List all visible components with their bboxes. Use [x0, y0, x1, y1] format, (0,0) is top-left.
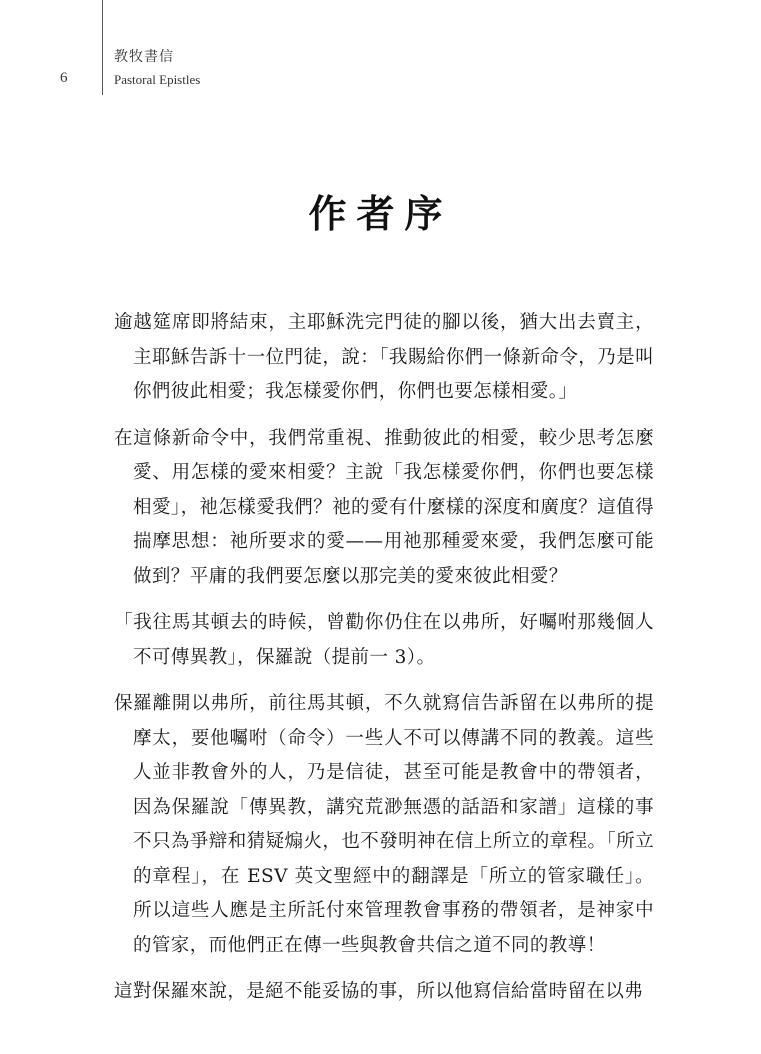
paragraph-4: 保羅離開以弗所，前往馬其頓，不久就寫信告訴留在以弗所的提摩太，要他囑咐（命令）一些人不可以傳講不同的教義。這些人並非教會外的人，乃是信徒，甚至可能是教會中的帶領者，因為保羅說「傳異教，講究荒渺無憑的話語和家譜」這樣的事不只為爭辯和猜疑煽火，也不發明神在信上所立的章程。「所立的章程」，在 ESV 英文聖經中的翻譯是「所立的管家職任」。所以這些人應是主所託付來管理教會事務的帶領者，是神家中的管家，而他們正在傳一些與教會共信之道不同的教導！ — [114, 693, 654, 956]
header-divider — [102, 0, 103, 95]
chapter-title: 作者序 — [308, 191, 453, 237]
body-text — [114, 306, 654, 1022]
running-head-english-title: Pastoral Epistles — [114, 72, 201, 87]
page-number: 6 — [60, 70, 68, 86]
paragraph-3: 「我往馬其頓去的時候，曾勸你仍住在以弗所，好囑咐那幾個人不可傳異教」，保羅說（提前一 3）。 — [114, 612, 654, 668]
paragraph-5: 這對保羅來說，是絕不能妥協的事，所以他寫信給當時留在以弗 — [114, 981, 644, 1002]
running-head-chinese-title: 教牧書信 — [114, 49, 174, 65]
paragraph-2: 在這條新命令中，我們常重視、推動彼此的相愛，較少思考怎麼愛、用怎樣的愛來相愛？主說「我怎樣愛你們，你們也要怎樣相愛」，祂怎樣愛我們？祂的愛有什麼樣的深度和廣度？這值得揣摩思想：祂所要求的愛——用祂那種愛來愛，我們怎麼可能做到？平庸的我們要怎麼以那完美的愛來彼此相愛？ — [114, 427, 654, 587]
paragraph-1: 逾越筵席即將結束，主耶穌洗完門徒的腳以後，猶大出去賣主，主耶穌告訴十一位門徒，說：「我賜給你們一條新命令，乃是叫你們彼此相愛；我怎樣愛你們，你們也要怎樣相愛。」 — [114, 312, 654, 402]
